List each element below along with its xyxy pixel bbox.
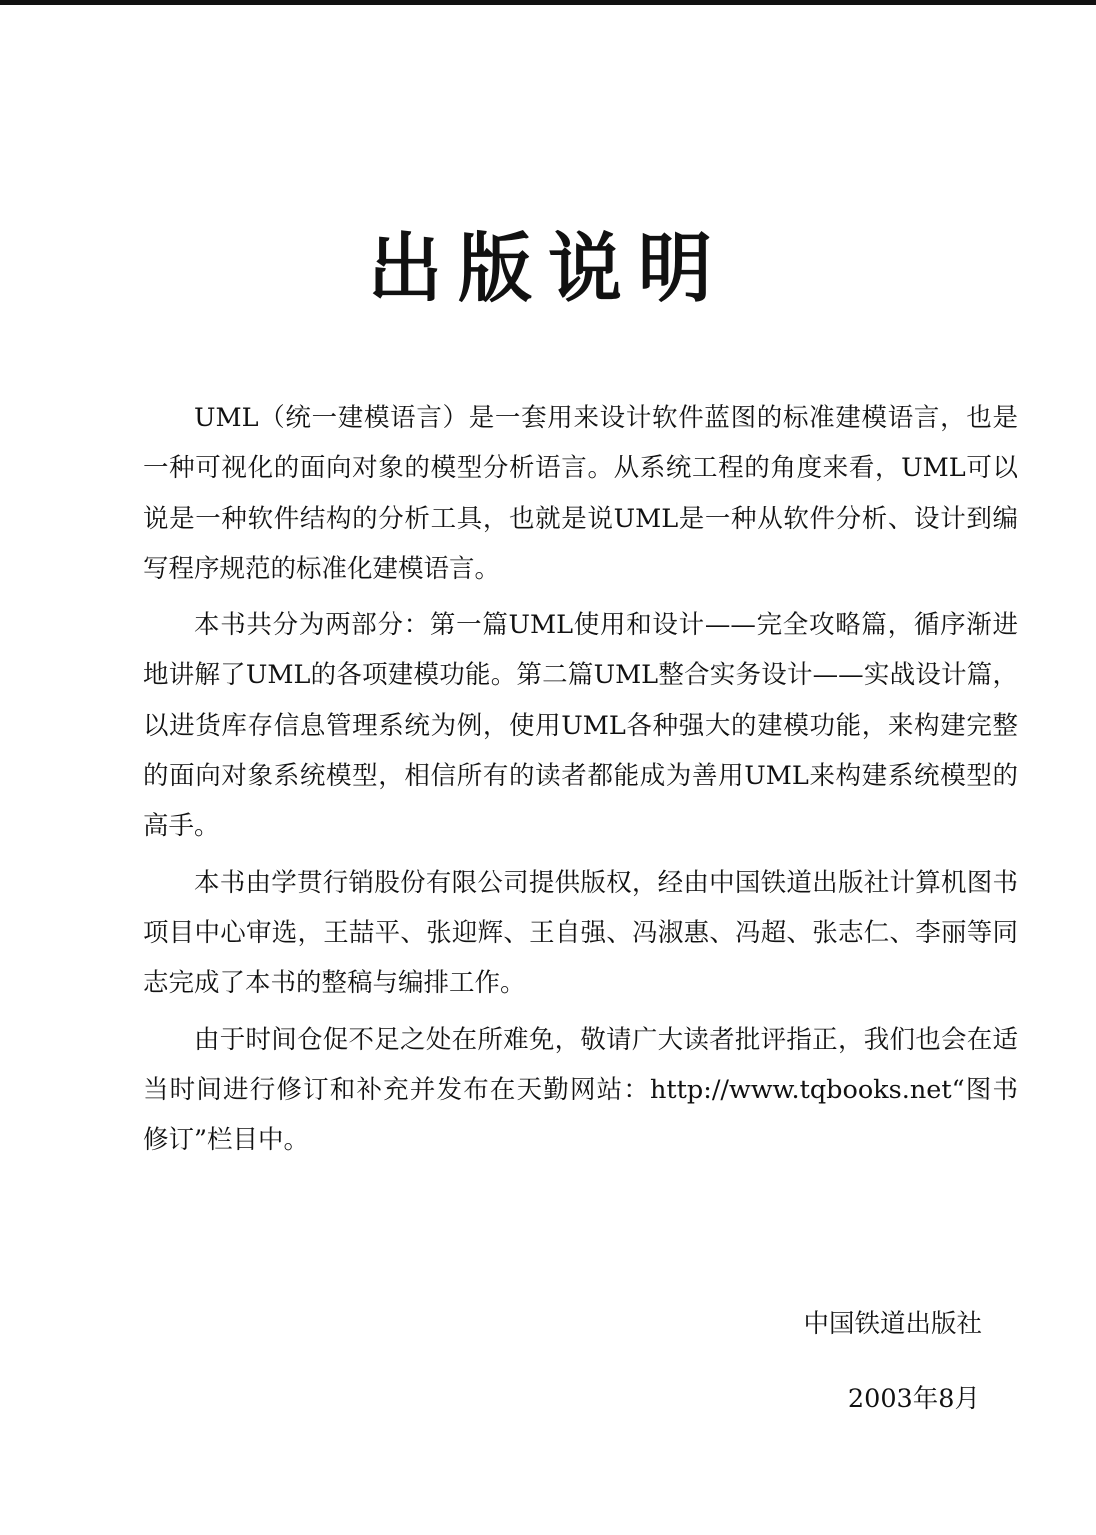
preface-body (143, 393, 1018, 1171)
paragraph-copyright-credits: 本书由学贯行销股份有限公司提供版权，经由中国铁道出版社计算机图书项目中心审选，王喆平、张迎辉、王自强、冯淑惠、冯超、张志仁、李丽等同志完成了本书的整稿与编排工作。 (143, 867, 1018, 999)
page-title: 出版说明 (368, 225, 728, 313)
paragraph-uml-intro: UML（统一建模语言）是一套用来设计软件蓝图的标准建模语言，也是一种可视化的面向对象的模型分析语言。从系统工程的角度来看，UML可以说是一种软件结构的分析工具，也就是说UML是一种从软件分析、设计到编写程序规范的标准化建模语言。 (143, 403, 1018, 584)
paragraph-book-structure: 本书共分为两部分：第一篇UML使用和设计——完全攻略篇，循序渐进地讲解了UML的各项建模功能。第二篇UML整合实务设计——实战设计篇，以进货库存信息管理系统为例，使用UML各种强大的建模功能，来构建完整的面向对象系统模型，相信所有的读者都能成为善用UML来构建系统模型的高手。 (143, 610, 1018, 842)
publisher-signature: 中国铁道出版社 (803, 1309, 982, 1339)
paragraph-errata-notice: 由于时间仓促不足之处在所难免，敬请广大读者批评指正，我们也会在适当时间进行修订和补充并发布在天勤网站：http://www.tqbooks.net“图书修订”栏目中。 (143, 1024, 1018, 1156)
top-border-rule (0, 0, 1096, 5)
publication-date: 2003年8月 (847, 1384, 980, 1414)
